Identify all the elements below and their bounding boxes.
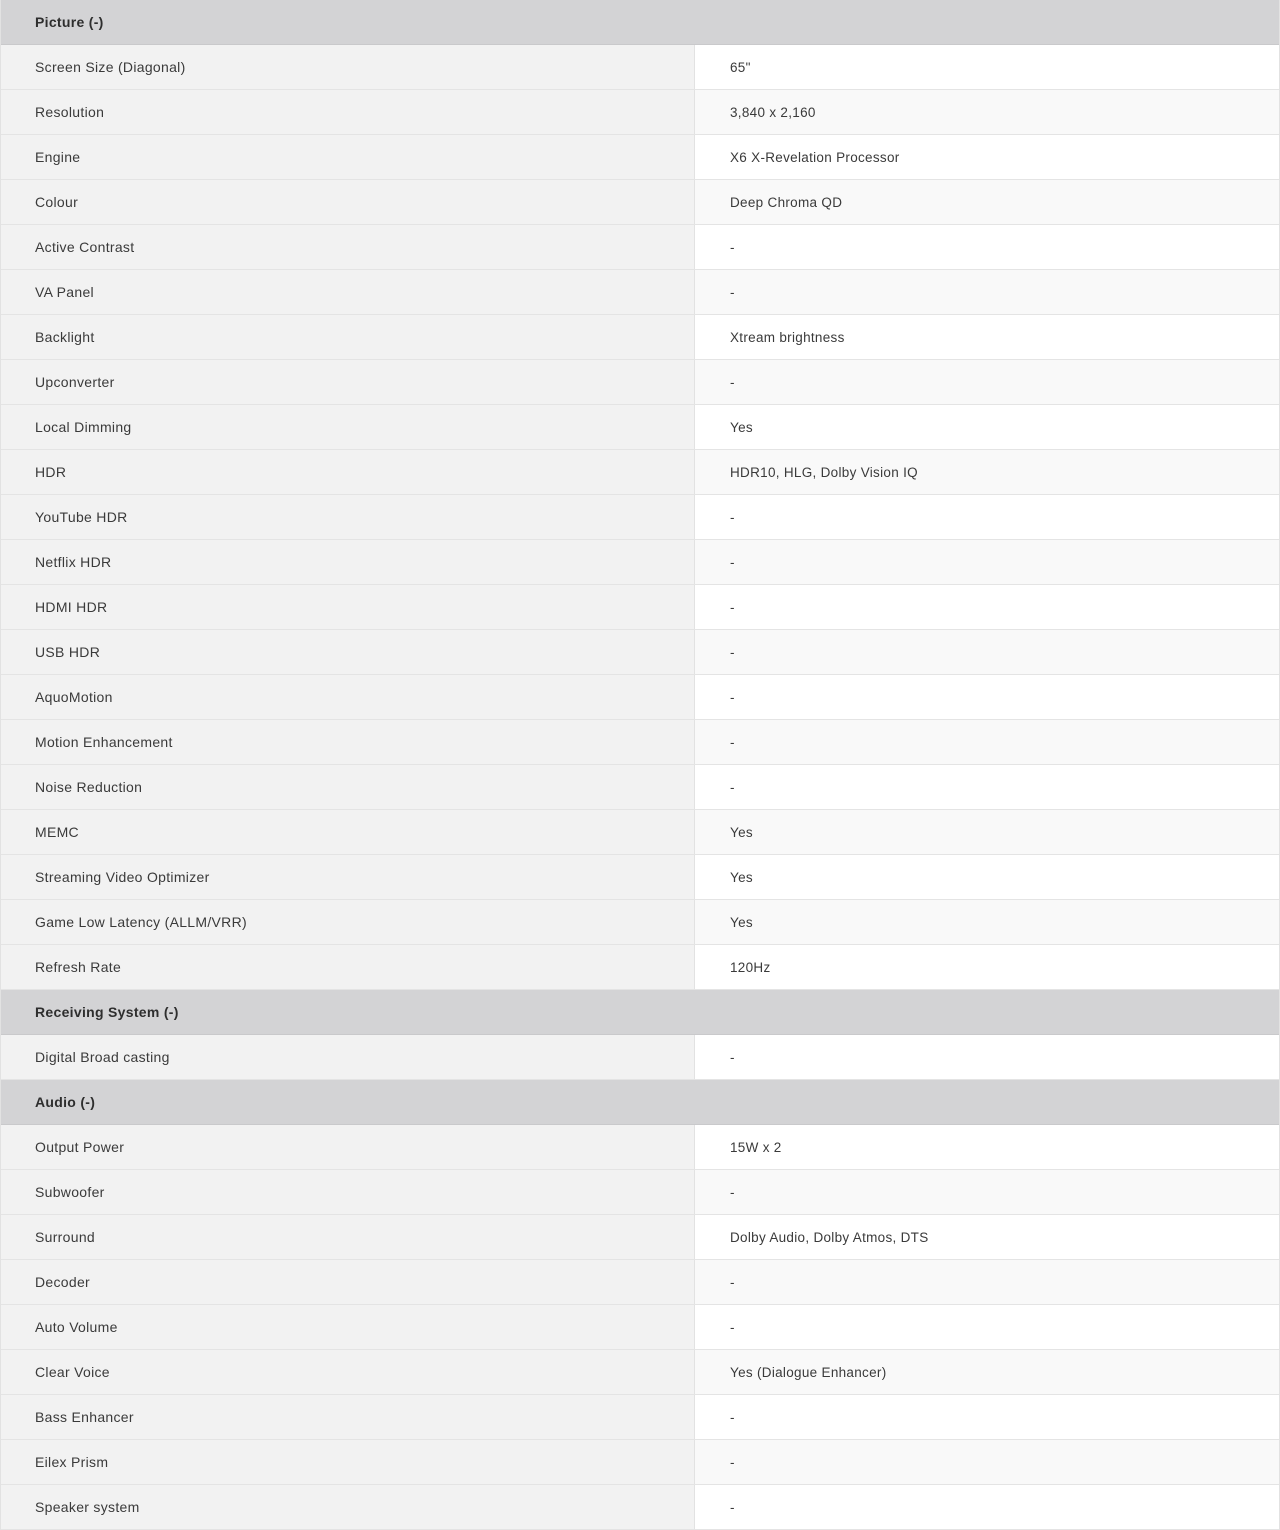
spec-value: 3,840 x 2,160	[695, 90, 1279, 134]
spec-label: Screen Size (Diagonal)	[1, 45, 695, 89]
spec-row	[1, 1035, 1279, 1080]
spec-label: Local Dimming	[1, 405, 695, 449]
spec-label: HDMI HDR	[1, 585, 695, 629]
spec-row	[1, 1440, 1279, 1485]
spec-label: AquoMotion	[1, 675, 695, 719]
spec-row	[1, 810, 1279, 855]
spec-value: -	[695, 630, 1279, 674]
spec-label: Active Contrast	[1, 225, 695, 269]
spec-row	[1, 675, 1279, 720]
spec-value: Dolby Audio, Dolby Atmos, DTS	[695, 1215, 1279, 1259]
spec-value: Yes	[695, 405, 1279, 449]
spec-row	[1, 1125, 1279, 1170]
spec-row	[1, 225, 1279, 270]
spec-value: -	[695, 765, 1279, 809]
spec-row	[1, 180, 1279, 225]
spec-value: -	[695, 1485, 1279, 1529]
spec-label: Bass Enhancer	[1, 1395, 695, 1439]
spec-row	[1, 630, 1279, 675]
spec-label: Netflix HDR	[1, 540, 695, 584]
spec-label: Surround	[1, 1215, 695, 1259]
spec-label: VA Panel	[1, 270, 695, 314]
spec-label: Subwoofer	[1, 1170, 695, 1214]
spec-row	[1, 855, 1279, 900]
spec-label: MEMC	[1, 810, 695, 854]
spec-row	[1, 270, 1279, 315]
spec-label: Engine	[1, 135, 695, 179]
spec-row	[1, 1170, 1279, 1215]
spec-value: -	[695, 1305, 1279, 1349]
spec-value: -	[695, 225, 1279, 269]
spec-value: Yes	[695, 810, 1279, 854]
spec-value: Xtream brightness	[695, 315, 1279, 359]
spec-value: -	[695, 585, 1279, 629]
spec-label: Output Power	[1, 1125, 695, 1169]
spec-value: HDR10, HLG, Dolby Vision IQ	[695, 450, 1279, 494]
spec-label: USB HDR	[1, 630, 695, 674]
spec-value: X6 X-Revelation Processor	[695, 135, 1279, 179]
spec-value: -	[695, 675, 1279, 719]
spec-row	[1, 405, 1279, 450]
section-header[interactable]: Audio (-)	[1, 1080, 1279, 1125]
spec-value: -	[695, 540, 1279, 584]
spec-row	[1, 1215, 1279, 1260]
spec-value: -	[695, 270, 1279, 314]
spec-label: Noise Reduction	[1, 765, 695, 809]
spec-value: -	[695, 360, 1279, 404]
spec-row	[1, 765, 1279, 810]
spec-label: Digital Broad casting	[1, 1035, 695, 1079]
spec-label: Game Low Latency (ALLM/VRR)	[1, 900, 695, 944]
spec-label: Backlight	[1, 315, 695, 359]
spec-value: -	[695, 1440, 1279, 1484]
spec-label: Streaming Video Optimizer	[1, 855, 695, 899]
spec-value: Deep Chroma QD	[695, 180, 1279, 224]
spec-row	[1, 1395, 1279, 1440]
spec-row	[1, 450, 1279, 495]
spec-label: HDR	[1, 450, 695, 494]
section-header[interactable]: Receiving System (-)	[1, 990, 1279, 1035]
spec-row	[1, 1485, 1279, 1530]
spec-row	[1, 720, 1279, 765]
spec-value: -	[695, 1170, 1279, 1214]
spec-label: Clear Voice	[1, 1350, 695, 1394]
spec-label: Upconverter	[1, 360, 695, 404]
spec-value: -	[695, 1035, 1279, 1079]
spec-row	[1, 495, 1279, 540]
spec-value: 65"	[695, 45, 1279, 89]
spec-label: Refresh Rate	[1, 945, 695, 989]
spec-row	[1, 315, 1279, 360]
spec-row	[1, 540, 1279, 585]
spec-label: Speaker system	[1, 1485, 695, 1529]
spec-row	[1, 90, 1279, 135]
spec-row	[1, 900, 1279, 945]
spec-label: Colour	[1, 180, 695, 224]
spec-label: Auto Volume	[1, 1305, 695, 1349]
spec-label: Motion Enhancement	[1, 720, 695, 764]
spec-value: Yes	[695, 900, 1279, 944]
spec-label: YouTube HDR	[1, 495, 695, 539]
spec-value: -	[695, 1260, 1279, 1304]
spec-value: -	[695, 495, 1279, 539]
spec-row	[1, 1350, 1279, 1395]
spec-label: Decoder	[1, 1260, 695, 1304]
spec-value: 15W x 2	[695, 1125, 1279, 1169]
spec-value: 120Hz	[695, 945, 1279, 989]
spec-row	[1, 945, 1279, 990]
spec-label: Eilex Prism	[1, 1440, 695, 1484]
spec-row	[1, 45, 1279, 90]
spec-row	[1, 360, 1279, 405]
spec-value: -	[695, 1395, 1279, 1439]
spec-value: Yes (Dialogue Enhancer)	[695, 1350, 1279, 1394]
section-header[interactable]: Picture (-)	[1, 0, 1279, 45]
spec-row	[1, 135, 1279, 180]
spec-row	[1, 1305, 1279, 1350]
spec-row	[1, 1260, 1279, 1305]
spec-value: Yes	[695, 855, 1279, 899]
spec-row	[1, 585, 1279, 630]
spec-label: Resolution	[1, 90, 695, 134]
spec-value: -	[695, 720, 1279, 764]
